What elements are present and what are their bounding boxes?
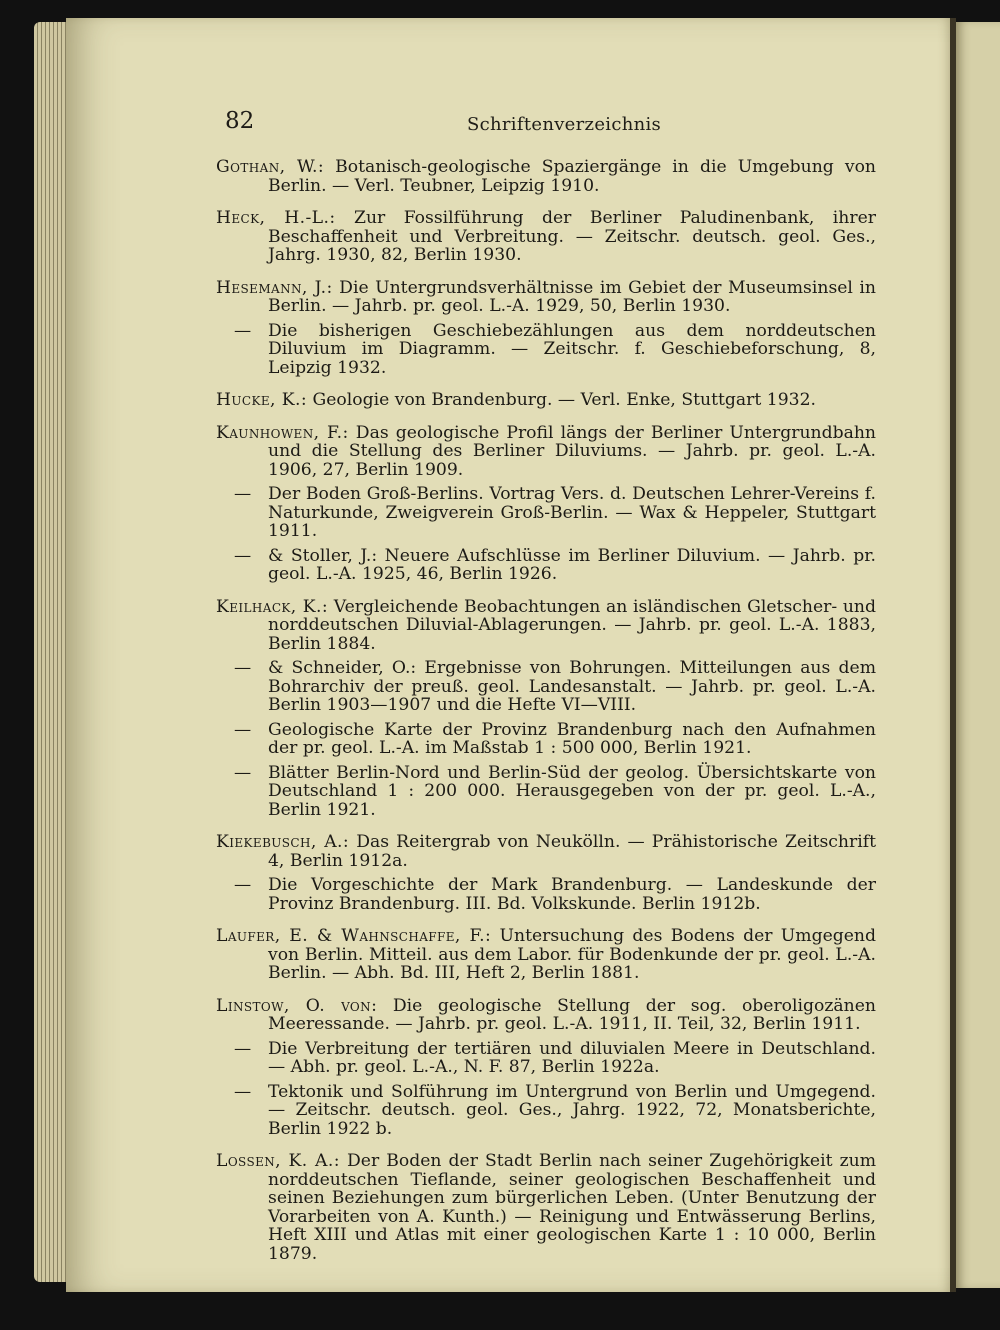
bib-text: Untersuchung des Bodens der Umgegend von Berlin. Mitteil. aus dem Labor. für Bodenkunde der pr. geol. L.-A. Berlin. — Abh. Bd. III, Heft 2, Berlin 1881.	[268, 926, 876, 983]
bib-author: Heck, H.-L.:	[216, 208, 336, 228]
bib-sub-text: Geologische Karte der Provinz Brandenburg nach den Aufnahmen der pr. geol. L.-A. im Maßstab 1 : 500 000, Berlin 1921.	[268, 719, 876, 758]
bib-sub-entry	[216, 485, 876, 541]
ditto-dash: —	[234, 320, 252, 341]
bib-author: Kiekebusch, A.:	[216, 832, 350, 852]
bib-author: Hesemann, J.:	[216, 277, 333, 298]
bib-author: Lossen, K. A.:	[216, 1151, 340, 1171]
bib-text: Die Untergrundsverhältnisse im Gebiet der Museumsinsel in Berlin. — Jahrb. pr. geol. L.-A. 1929, 50, Berlin 1930.	[268, 277, 876, 316]
bib-sub-text: Der Boden Groß-Berlins. Vortrag Vers. d. Deutschen Lehrer-Vereins f. Naturkunde, Zweigverein Groß-Berlin. — Wax & Heppeler, Stuttgart 1911.	[268, 484, 876, 541]
bib-text: Die geologische Stellung der sog. oberoligozänen Meeressande. — Jahrb. pr. geol. L.-A. 1911, II. Teil, 32, Berlin 1911.	[268, 995, 876, 1034]
page-stack-edge	[34, 22, 70, 1282]
bib-entry-main	[216, 424, 876, 480]
bib-text: Das Reitergrab von Neukölln. — Prähistorische Zeitschrift 4, Berlin 1912a.	[268, 832, 876, 871]
bib-text: Vergleichende Beobachtungen an isländischen Gletscher- und norddeutschen Diluvial-Ablagerungen. — Jahrb. pr. geol. L.-A. 1883, Berlin 1884.	[268, 596, 876, 654]
bib-entry	[216, 158, 876, 195]
bib-entry-main	[216, 927, 876, 983]
bib-sub-entry	[216, 322, 876, 378]
bib-sub-text: Die Vorgeschichte der Mark Brandenburg. — Landeskunde der Provinz Brandenburg. III. Bd. Volkskunde. Berlin 1912b.	[268, 875, 876, 914]
ditto-dash: —	[234, 1038, 252, 1059]
bib-entry-main	[216, 209, 876, 265]
bib-entry	[216, 997, 876, 1139]
bib-author: Keilhack, K.:	[216, 596, 329, 617]
bib-sub-entry	[216, 1083, 876, 1139]
bib-entry-main	[216, 997, 876, 1034]
bib-sub-text: & Stoller, J.: Neuere Aufschlüsse im Berliner Diluvium. — Jahrb. pr. geol. L.-A. 1925, 46, Berlin 1926.	[268, 545, 876, 584]
ditto-dash: —	[234, 484, 252, 504]
ditto-dash: —	[234, 762, 252, 783]
bib-sub-text: & Schneider, O.: Ergebnisse von Bohrungen. Mitteilungen aus dem Bohrarchiv der preuß. geol. Landesanstalt. — Jahrb. pr. geol. L.-A. Berlin 1903—1907 und die Hefte VI—VIII.	[268, 658, 876, 715]
bib-entry-main	[216, 833, 876, 870]
page-number: 82	[225, 108, 255, 134]
bib-sub-text: Die bisherigen Geschiebezählungen aus dem norddeutschen Diluvium im Diagramm. — Zeitschr. f. Geschiebeforschung, 8, Leipzig 1932.	[268, 320, 876, 378]
bib-entry-main	[216, 158, 876, 195]
bib-entry	[216, 1152, 876, 1263]
bib-text: Der Boden der Stadt Berlin nach seiner Zugehörigkeit zum norddeutschen Tieflande, seiner geologischen Beschaffenheit und seinen Beziehungen zum bürgerlichen Leben. (Unter Benutzung der Vorarbeiten von A. Kunth.) — Reinigung und Entwässerung Berlins, Heft XIII und Atlas mit einer geologischen Karte 1 : 10 000, Berlin 1879.	[268, 1151, 877, 1264]
bib-text: Botanisch-geologische Spaziergänge in die Umgebung von Berlin. — Verl. Teubner, Leipzig 1910.	[268, 157, 876, 196]
ditto-dash: —	[234, 719, 252, 740]
bib-entry	[216, 391, 876, 410]
bib-sub-entry	[216, 876, 876, 913]
bib-entry	[216, 598, 876, 820]
running-head: Schriftenverzeichnis	[467, 114, 662, 135]
bib-author: Linstow, O. von:	[216, 995, 378, 1016]
bib-sub-text: Tektonik und Solführung im Untergrund von Berlin und Umgegend. — Zeitschr. deutsch. geol. Ges., Jahrg. 1922, 72, Monatsberichte, Berlin 1922 b.	[268, 1081, 876, 1139]
bib-entry-main	[216, 391, 876, 410]
bib-entry	[216, 833, 876, 913]
bib-author: Gothan, W.:	[216, 157, 325, 177]
facing-page-edge	[956, 22, 1000, 1288]
bib-text: Zur Fossilführung der Berliner Paludinenbank, ihrer Beschaffenheit und Verbreitung. — Zeitschr. deutsch. geol. Ges., Jahrg. 1930, 82, Berlin 1930.	[268, 208, 876, 265]
ditto-dash: —	[234, 545, 252, 566]
bib-entry-main	[216, 1152, 876, 1263]
bib-entry-main	[216, 598, 876, 654]
bib-text: Das geologische Profil längs der Berliner Untergrundbahn und die Stellung des Berliner Diluviums. — Jahrb. pr. geol. L.-A. 1906, 27, Berlin 1909.	[268, 422, 876, 480]
bibliography-list	[216, 158, 876, 1277]
bib-entry	[216, 209, 876, 265]
bib-entry	[216, 927, 876, 983]
bib-entry	[216, 279, 876, 378]
bib-sub-entry	[216, 659, 876, 715]
bib-sub-entry	[216, 547, 876, 584]
bib-author: Laufer, E. & Wahnschaffe, F.:	[216, 926, 492, 946]
bib-sub-entry	[216, 764, 876, 820]
ditto-dash: —	[234, 875, 252, 895]
bib-entry	[216, 424, 876, 584]
ditto-dash: —	[234, 1081, 252, 1102]
bib-sub-entry	[216, 1040, 876, 1077]
bib-sub-entry	[216, 721, 876, 758]
bib-text: Geologie von Brandenburg. — Verl. Enke, Stuttgart 1932.	[307, 390, 816, 410]
bib-sub-text: Die Verbreitung der tertiären und diluvialen Meere in Deutschland. — Abh. pr. geol. L.-A., N. F. 87, Berlin 1922a.	[268, 1038, 876, 1077]
bib-entry-main	[216, 279, 876, 316]
bib-author: Kaunhowen, F.:	[216, 422, 349, 443]
bib-sub-text: Blätter Berlin-Nord und Berlin-Süd der geolog. Übersichtskarte von Deutschland 1 : 200 000. Herausgegeben von der pr. geol. L.-A., Berlin 1921.	[268, 762, 876, 820]
bib-author: Hucke, K.:	[216, 390, 308, 410]
ditto-dash: —	[234, 658, 252, 678]
